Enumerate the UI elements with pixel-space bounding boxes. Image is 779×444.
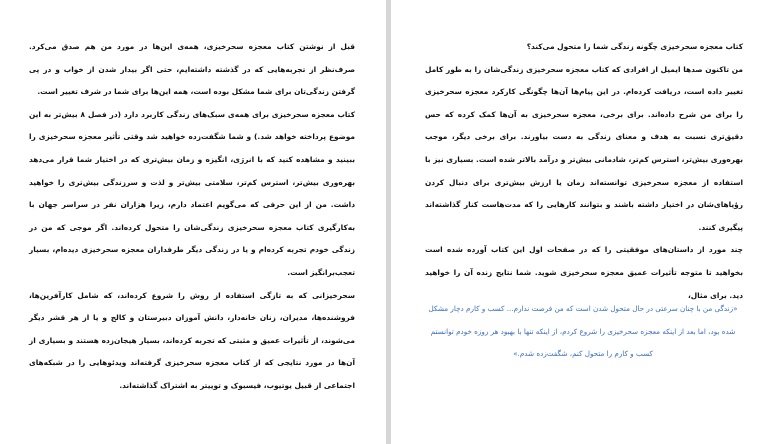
- paragraph: سحرخیزانی که به تازگی استفاده از روش را شروع کرده‌اند، که شامل کارآفرین‌ها، فروشنده‌ها، مدیران، زنان خانه‌دار، دانش آموزان دبیرستان و کالج و یا از هر قشر دیگر می‌شوند، از تأثیرات عمیق و مثبتی که تجربه کرده‌اند، بسیار هیجان‌زده هستند و بسیاری از آن‌ها در مورد نتایجی که از کتاب معجزه سحرخیزی گرفته‌اند ویدئوهایی را در شبکه‌های اجتماعی از قبیل یوتیوب، فیسبوک و توییتر به اشتراک گذاشته‌اند.: [29, 290, 355, 390]
- left-page: [0, 0, 386, 444]
- paragraph: قبل از نوشتن کتاب معجزه سحرخیزی، همه‌ی این‌ها در مورد من هم صدق می‌کرد. صرف‌نظر از تجربه‌هایی که در گذشته داشته‌ایم، حتی اگر بیدار شدن از خواب و در پی گرفتن زندگی‌تان برای شما مشکل بوده است، همه این‌ها برای شما در شرف تغییر است.: [29, 42, 355, 97]
- paragraph: چند مورد از داستان‌های موفقیتی را که در صفحات اول این کتاب آورده شده است بخواهید تا متوجه تأثیرات عمیق معجزه سحرخیزی شوید. شما نتایج زنده آن را خواهید دید. برای مثال،: [425, 245, 743, 300]
- paragraph: کتاب معجزه سحرخیزی برای همه‌ی سبک‌های زندگی کاربرد دارد (در فصل ۸ بیش‌تر به این موضوع پرداخته خواهد شد.) و شما شگفت‌زده خواهید شد وقتی تأثیر معجزه سحرخیزی را ببینید و مشاهده کنید که با انرژی، انگیزه و زمان بیش‌تری که در اختیار شما قرار می‌دهد بهره‌وری بیش‌تر، استرس کم‌تر، سلامتی بیش‌تر و لذت و سرزندگی بیش‌تری را خواهید داشت. من از این حرفی که می‌گویم اعتماد دارم، زیرا هزاران نفر در سراسر جهان با به‌کارگیری کتاب معجزه سحرخیزی زندگی‌شان را متحول کرده‌اند. اگر موجی که من در زندگی خودم تجربه کرده‌ام و یا در زندگی دیگر طرفداران معجزه سحرخیزی دیده‌ام، بسیار تعجب‌برانگیز است.: [29, 109, 355, 277]
- right-page-text: [425, 36, 743, 307]
- section-heading: کتاب معجزه سحرخیزی چگونه زندگی شما را متحول می‌کند؟: [526, 42, 743, 51]
- paragraph: من تاکنون صدها ایمیل از افرادی که کتاب معجزه سحرخیزی زندگی‌شان را به طور کامل تغییر داده است، دریافت کرده‌ام. در این پیام‌ها آن‌ها چگونگی کارکرد معجزه سحرخیزی را برای من شرح داده‌اند. برای برخی، معجزه سحرخیزی به آن‌ها کمک کرده که حس دقیق‌تری نسبت به هدف و معنای زندگی به دست بیاورند. برای برخی دیگر، موجب بهره‌وری بیش‌تر، استرس کم‌تر، شادمانی بیش‌تر و درآمد بالاتر شده است. بسیاری نیز با استفاده از معجزه سحرخیزی توانسته‌اند زمان یا ارزش بیش‌تری برای دنبال کردن رؤیاهای‌شان در اختیار داشته باشند و بتوانند کارهایی را که مدت‌هاست کنار گذاشته‌اند پیگیری کنند.: [425, 64, 743, 232]
- testimonial-quote: «زندگی من با چنان سرعتی در حال متحول شدن است که من فرصت ندارم... کسب و کارم دچار مشکل شده بود، اما بعد از اینکه معجزه سحرخیزی را شروع کردم، از اینکه تنها با بهبود هر روزه خودم توانستم کسب و کارم را متحول کنم، شگفت‌زده شدم.»: [428, 304, 738, 359]
- left-page-text: [29, 36, 355, 398]
- right-page: [391, 0, 779, 444]
